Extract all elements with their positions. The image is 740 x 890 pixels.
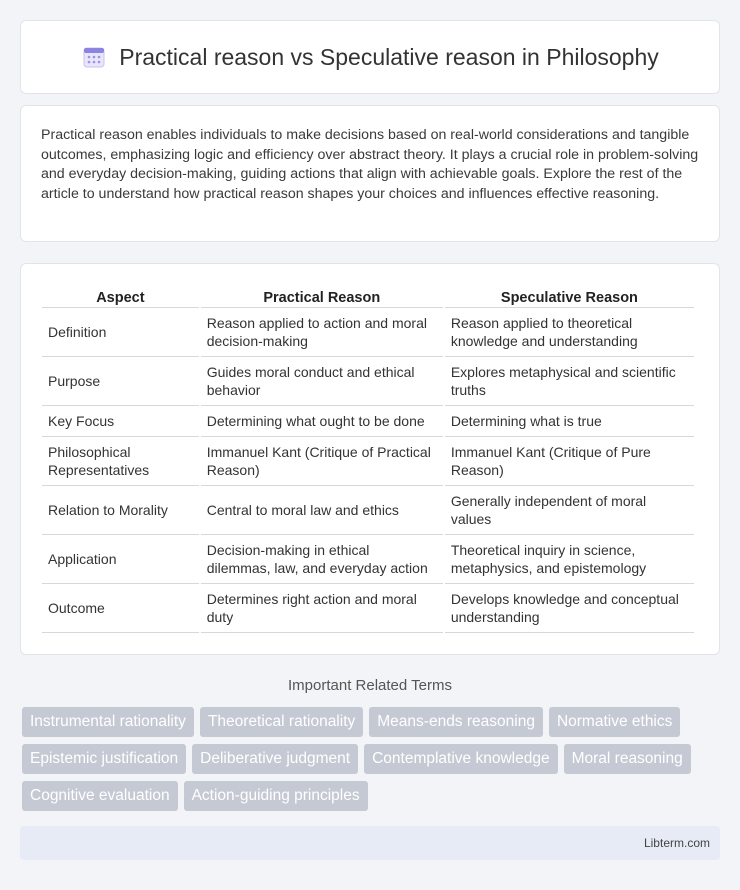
cell-speculative: Reason applied to theoretical knowledge and understanding <box>445 308 694 357</box>
table-row <box>42 406 694 437</box>
cell-aspect: Definition <box>42 308 199 357</box>
cell-aspect: Relation to Morality <box>42 486 199 535</box>
cell-practical: Immanuel Kant (Critique of Practical Reason) <box>201 437 443 486</box>
related-term-chip[interactable]: Epistemic justification <box>22 744 186 774</box>
cell-aspect: Purpose <box>42 357 199 406</box>
related-term-chip[interactable]: Theoretical rationality <box>200 707 363 737</box>
related-term-chip[interactable]: Deliberative judgment <box>192 744 358 774</box>
intro-text: Practical reason enables individuals to make decisions based on real-world considerations and tangible outcomes, emphasizing logic and efficiency over abstract theory. It plays a crucial role in problem-solving and everyday decision-making, guiding actions that align with achievable goals. Explore the rest of the article to understand how practical reason shapes your choices and influences effective reasoning. <box>41 127 699 202</box>
table-row <box>42 486 694 535</box>
related-term-chip[interactable]: Action-guiding principles <box>184 781 368 811</box>
page-title: Practical reason vs Speculative reason in Philosophy <box>119 43 659 70</box>
title-card <box>20 20 720 94</box>
table-row <box>42 535 694 584</box>
related-term-chip[interactable]: Normative ethics <box>549 707 680 737</box>
header-practical-reason: Practical Reason <box>201 284 443 308</box>
cell-practical: Decision-making in ethical dilemmas, law, and everyday action <box>201 535 443 584</box>
cell-aspect: Outcome <box>42 584 199 633</box>
cell-speculative: Explores metaphysical and scientific truths <box>445 357 694 406</box>
cell-aspect: Philosophical Representatives <box>42 437 199 486</box>
cell-practical: Central to moral law and ethics <box>201 486 443 535</box>
document-icon <box>81 44 107 70</box>
related-terms-list <box>22 707 722 811</box>
table-row <box>42 437 694 486</box>
cell-aspect: Key Focus <box>42 406 199 437</box>
cell-speculative: Theoretical inquiry in science, metaphysics, and epistemology <box>445 535 694 584</box>
cell-speculative: Immanuel Kant (Critique of Pure Reason) <box>445 437 694 486</box>
footer <box>20 826 720 860</box>
cell-speculative: Develops knowledge and conceptual understanding <box>445 584 694 633</box>
header-aspect: Aspect <box>42 284 199 308</box>
footer-site-link[interactable]: Libterm.com <box>643 836 710 850</box>
comparison-table-card <box>20 263 720 655</box>
cell-speculative: Generally independent of moral values <box>445 486 694 535</box>
cell-speculative: Determining what is true <box>445 406 694 437</box>
table-header-row <box>42 284 694 308</box>
header-speculative-reason: Speculative Reason <box>445 284 694 308</box>
intro-card <box>20 105 720 242</box>
related-term-chip[interactable]: Instrumental rationality <box>22 707 194 737</box>
cell-practical: Reason applied to action and moral decision-making <box>201 308 443 357</box>
table-row <box>42 308 694 357</box>
comparison-table <box>40 284 696 633</box>
related-term-chip[interactable]: Means-ends reasoning <box>369 707 543 737</box>
cell-aspect: Application <box>42 535 199 584</box>
table-row <box>42 584 694 633</box>
related-terms-title: Important Related Terms <box>288 677 452 694</box>
cell-practical: Guides moral conduct and ethical behavior <box>201 357 443 406</box>
cell-practical: Determining what ought to be done <box>201 406 443 437</box>
related-term-chip[interactable]: Moral reasoning <box>564 744 691 774</box>
related-term-chip[interactable]: Cognitive evaluation <box>22 781 178 811</box>
table-row <box>42 357 694 406</box>
related-term-chip[interactable]: Contemplative knowledge <box>364 744 558 774</box>
cell-practical: Determines right action and moral duty <box>201 584 443 633</box>
